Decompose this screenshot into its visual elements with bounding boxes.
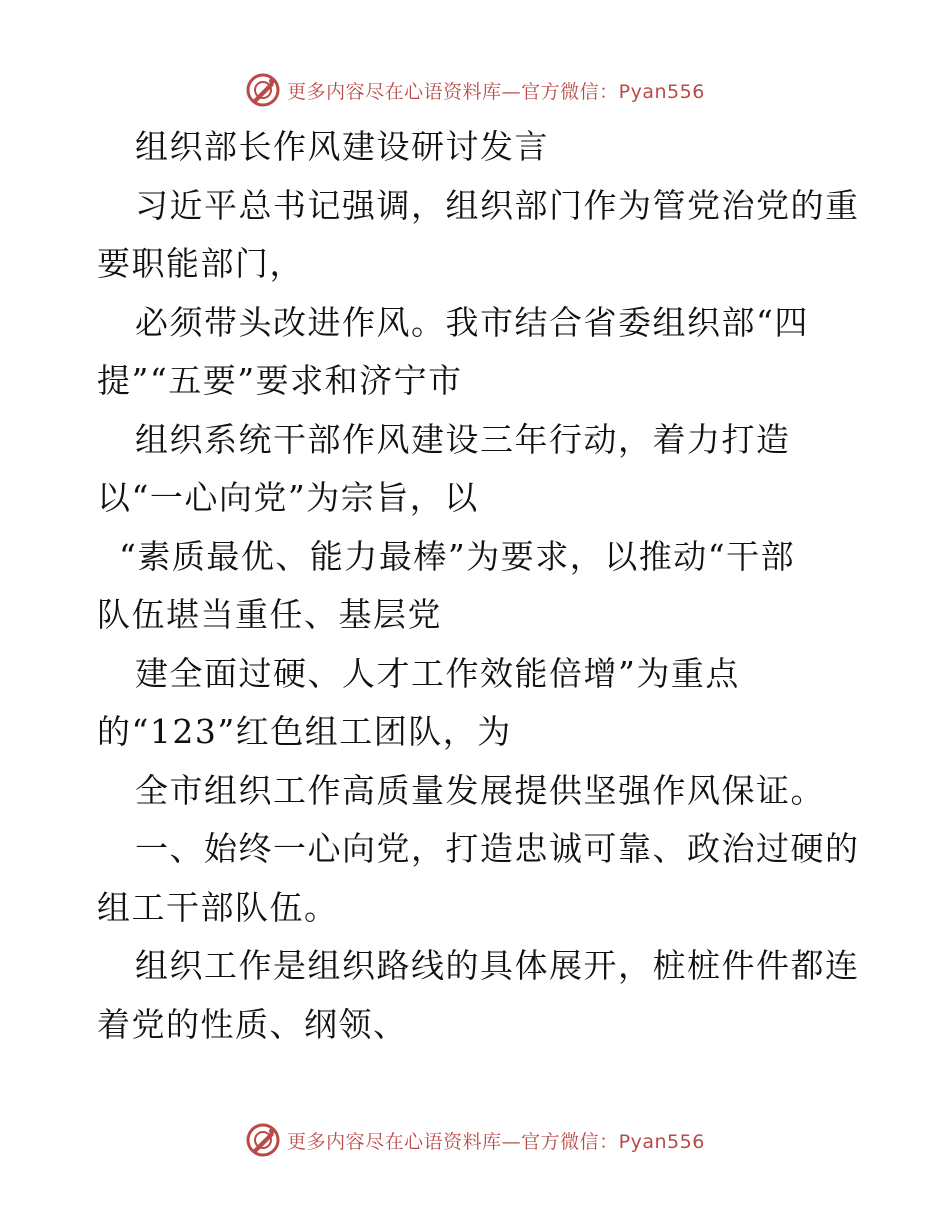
paragraph-line: “素质最优、能力最棒”为要求，以推动“干部 — [119, 536, 796, 576]
paragraph-line: 必须带头改进作风。我市结合省委组织部“四 — [135, 302, 809, 342]
paragraph-line: 以“一心向党”为宗旨，以 — [97, 478, 479, 517]
paragraph-line: 的“123”红色组工团队，为 — [97, 712, 512, 751]
footer-wechat-id: Pyan556 — [618, 1130, 705, 1153]
document-title: 组织部长作风建设研讨发言 — [135, 127, 549, 166]
section-heading-continued: 组工干部队伍。 — [97, 887, 339, 927]
header-wechat-id: Pyan556 — [618, 80, 705, 103]
paragraph-line: 建全面过硬、人才工作效能倍增”为重点 — [135, 653, 740, 693]
paragraph-line: 提”“五要”要求和济宁市 — [97, 361, 463, 400]
paragraph-line: 习近平总书记强调，组织部门作为管党治党的重 — [135, 185, 860, 225]
paragraph-line: 组织系统干部作风建设三年行动，着力打造 — [135, 419, 791, 459]
footer-banner-text: 更多内容尽在心语资料库—官方微信：Pyan556 — [287, 1130, 705, 1153]
header-banner — [0, 70, 950, 110]
paragraph-line: 全市组织工作高质量发展提供坚强作风保证。 — [135, 770, 825, 810]
section-heading: 一、始终一心向党，打造忠诚可靠、政治过硬的 — [135, 829, 860, 868]
logo-icon — [245, 72, 281, 108]
paragraph-line: 队伍堪当重任、基层党 — [97, 595, 442, 634]
paragraph-line: 要职能部门， — [97, 244, 304, 283]
logo-icon — [245, 1122, 281, 1158]
paragraph-line: 着党的性质、纲领、 — [97, 1004, 408, 1044]
header-banner-text: 更多内容尽在心语资料库—官方微信：Pyan556 — [287, 80, 705, 103]
document-body — [97, 118, 860, 1054]
paragraph-line: 组织工作是组织路线的具体展开，桩桩件件都连 — [135, 946, 860, 985]
footer-banner — [0, 1120, 950, 1160]
